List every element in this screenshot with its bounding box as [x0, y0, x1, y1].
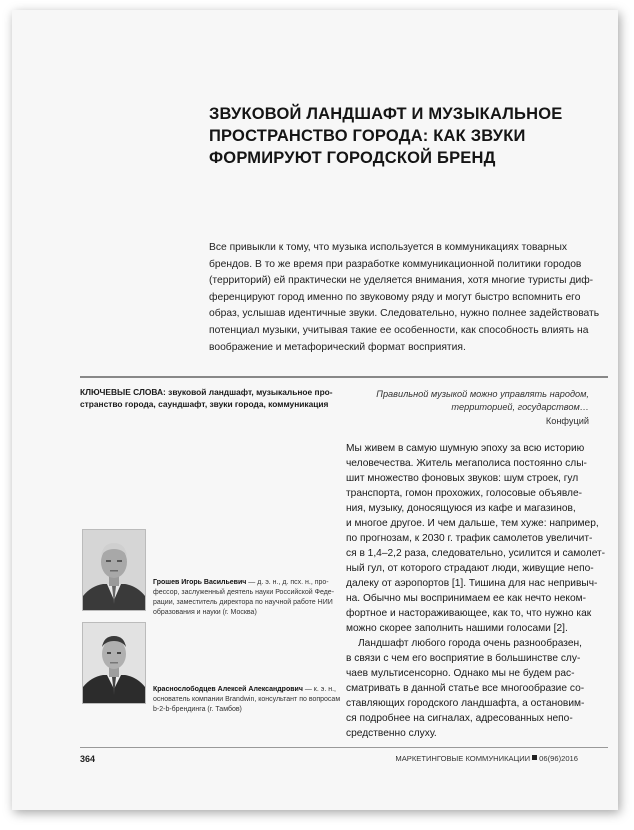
body-line: Ландшафт любого города очень разнообразен,: [358, 638, 582, 649]
body-line: далеку от аэропортов [1]. Тишина для нас непривыч-: [346, 578, 598, 589]
body-line: по прогнозам, к 2030 г. трафик самолетов увеличит-: [346, 533, 593, 544]
author-bio-line: рации, заместитель директора по научной работе НИИ: [153, 599, 333, 606]
abstract-line: воображение и метафорический формат восприятия.: [209, 341, 466, 353]
article-body: [346, 441, 616, 741]
body-line: Мы живем в самую шумную эпоху за всю историю: [346, 443, 585, 454]
abstract-line: (территорий) ей практически не уделяется внимания, хотя многие туристы диф-: [209, 275, 594, 287]
author-bio-line: [153, 685, 336, 695]
body-line: средственно слуху.: [346, 728, 437, 739]
body-line: можно скорее заполнить нашими голосами [2].: [346, 623, 568, 634]
body-line: ный гул, от которого страдают люди, живущие непо-: [346, 563, 594, 574]
footer-divider: [80, 747, 608, 748]
author-bio-line: [153, 578, 328, 588]
abstract-line: образ, услышав идентичные звуки. Следовательно, нужно полнее задействовать: [209, 308, 600, 320]
abstract-line: потенциал музыки, учитывая такие ее особенности, как способность влиять на: [209, 324, 589, 336]
article-title: [209, 103, 599, 169]
author-bio: [153, 578, 335, 618]
body-line: ставляющих городского ландшафта, а остановим-: [346, 698, 585, 709]
journal-title: МАРКЕТИНГОВЫЕ КОММУНИКАЦИИ: [395, 754, 531, 763]
body-line: и многое другое. И чем дальше, тем хуже: например,: [346, 518, 599, 529]
epigraph-line: Правильной музыкой можно управлять народом,: [376, 389, 589, 399]
section-divider: [80, 376, 608, 378]
epigraph-author: Конфуций: [545, 415, 589, 426]
article-abstract: [209, 240, 599, 356]
body-line: чаев мультисенсорно. Однако мы не будем рас-: [346, 668, 575, 679]
body-line: в связи с чем его восприятие в большинстве слу-: [346, 653, 581, 664]
author-name: Грошев Игорь Васильевич: [153, 579, 247, 586]
author-bio: [153, 685, 341, 715]
author-bio-line: образования и науки (г. Москва): [153, 609, 257, 616]
keywords-block: [80, 386, 335, 410]
body-line: транспорта, гомон прохожих, голосовые объявле-: [346, 488, 583, 499]
keywords-line: КЛЮЧЕВЫЕ СЛОВА: звуковой ландшафт, музыкальное про-: [80, 387, 333, 397]
author-bio-line: b-2-b-брендинга (г. Тамбов): [153, 706, 242, 713]
body-line: ния, музыку, доносящуюся из кафе и магазинов,: [346, 503, 576, 514]
journal-name: [395, 754, 578, 763]
body-line: шит множество фоновых звуков: шум строек, гул: [346, 473, 579, 484]
author-name: Краснослободцев Алексей Александрович: [153, 686, 303, 693]
title-line: ЗВУКОВОЙ ЛАНДШАФТ И МУЗЫКАЛЬНОЕ: [209, 105, 563, 123]
author-bio-text: — к. э. н.,: [302, 686, 336, 693]
square-bullet-icon: [532, 755, 537, 760]
abstract-line: брендов. В то же время при разработке коммуникационной политики городов: [209, 258, 582, 270]
title-line: ПРОСТРАНСТВО ГОРОДА: КАК ЗВУКИ: [209, 127, 526, 145]
author-photo: [82, 622, 146, 704]
author-bio-line: основатель компании Brandwin, консультант по вопросам: [153, 696, 341, 703]
author-bio-text: — д. э. н., д. псх. н., про-: [246, 579, 329, 586]
body-line: фортное и настораживающее, как то, что нужно как: [346, 608, 592, 619]
keywords-line: странство города, саундшафт, звуки города, коммуникация: [80, 399, 329, 409]
abstract-line: Все привыкли к тому, что музыка используется в коммуникациях товарных: [209, 242, 567, 253]
journal-page: [12, 10, 618, 810]
page-number: 364: [80, 754, 96, 764]
body-line: на. Обычно мы воспринимаем ее как нечто неком-: [346, 593, 587, 604]
body-line: сматривать в данной статье все многообразие со-: [346, 683, 585, 694]
journal-issue: 06(96)2016: [539, 754, 578, 763]
epigraph: [352, 388, 589, 428]
body-line: ся подробнее на сигналах, адресованных непо-: [346, 713, 573, 724]
body-line: ся в 1,4–2,2 раза, следовательно, усилится и самолет-: [346, 548, 606, 559]
title-line: ФОРМИРУЮТ ГОРОДСКОЙ БРЕНД: [209, 149, 496, 167]
author-photo: [82, 529, 146, 611]
abstract-line: ференцируют город именно по звуковому ряду и могут быстро вспомнить его: [209, 291, 581, 303]
author-bio-line: фессор, заслуженный деятель науки Российской Феде-: [153, 589, 335, 596]
body-line: человечества. Житель мегаполиса постоянно слы-: [346, 458, 587, 469]
epigraph-line: территорией, государством…: [451, 402, 589, 413]
